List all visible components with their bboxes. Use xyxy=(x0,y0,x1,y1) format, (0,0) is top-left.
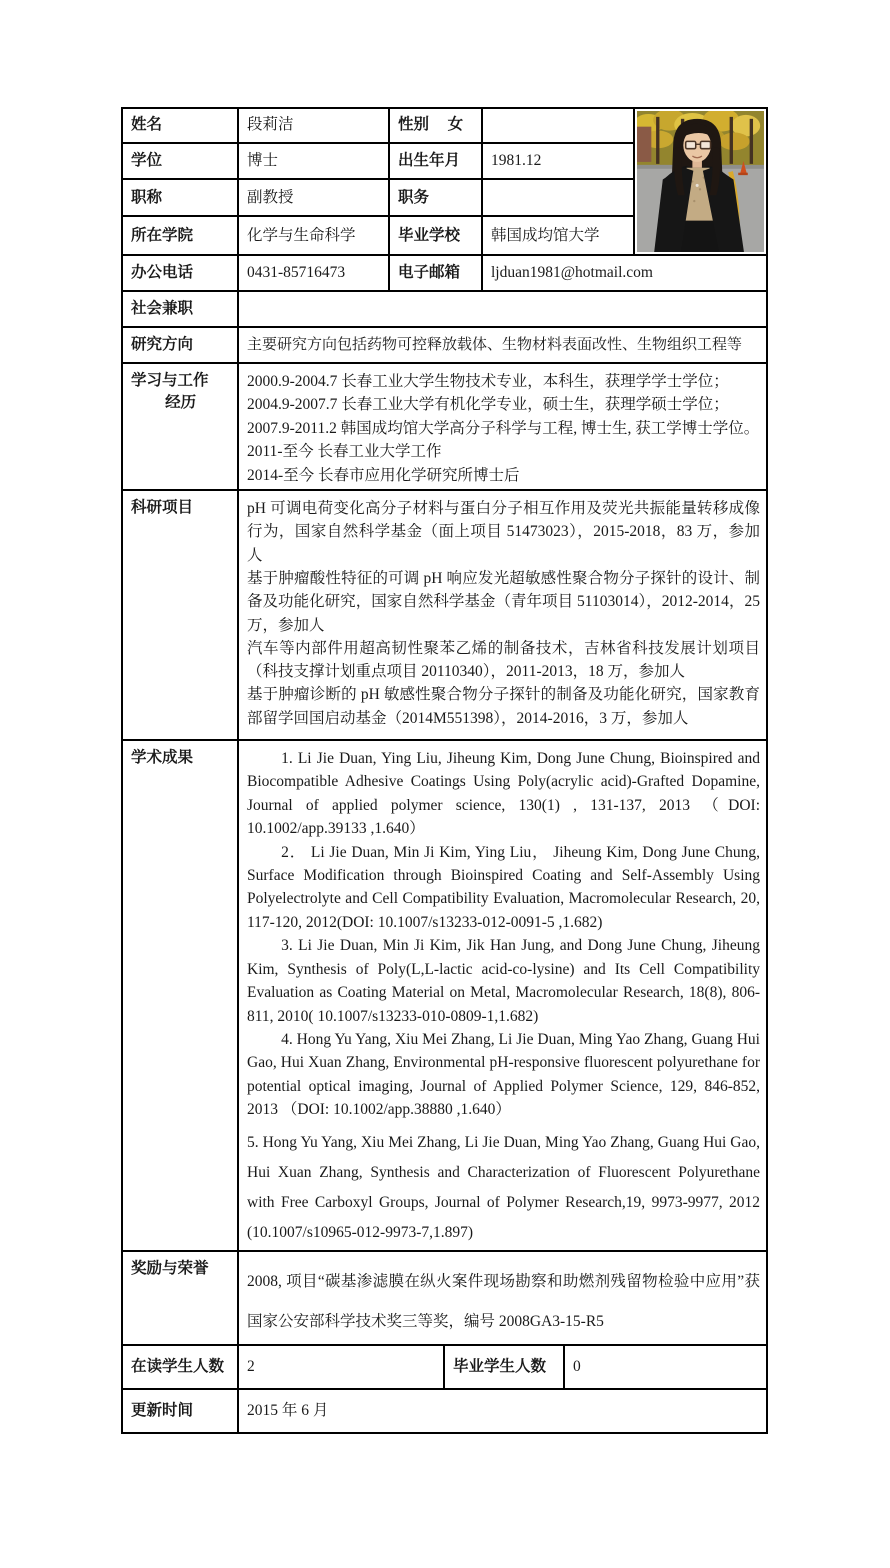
row-awards xyxy=(122,1251,767,1345)
experience-line: 2011-至今 长春工业大学工作 xyxy=(247,443,442,461)
title-value: 副教授 xyxy=(238,179,389,216)
profile-photo xyxy=(634,108,767,255)
row-social xyxy=(122,291,767,327)
experience-label-line2: 经历 xyxy=(165,393,197,411)
experience-line: 2007.9-2011.2 韩国成均馆大学高分子科学与工程, 博士生, 获工学博士学位。 xyxy=(247,419,760,437)
research-direction-text: 主要研究方向包括药物可控释放载体、生物材料表面改性、生物组织工程等 xyxy=(247,336,743,353)
tree-trunk xyxy=(750,119,753,164)
phone-label: 办公电话 xyxy=(122,255,238,291)
graduated-students-label: 毕业学生人数 xyxy=(444,1345,564,1389)
row-projects xyxy=(122,490,767,740)
social-label: 社会兼职 xyxy=(122,291,238,327)
publication-item: 4. Hong Yu Yang, Xiu Mei Zhang, Li Jie Duan, Ming Yao Zhang, Guang Hui Gao, Hui Xuan Zhang, Environmental pH-responsive fluorescent polyurethane for potential optical imaging, Journal of Applied Polymer Science, 129, 846-852, 2013 （DOI: 10.1002/app.38880 ,1.640） xyxy=(247,1030,760,1119)
experience-line: 2014-至今 长春市应用化学研究所博士后 xyxy=(247,466,520,484)
email-value: ljduan1981@hotmail.com xyxy=(482,255,767,291)
experience-label xyxy=(122,363,238,490)
gender-label: 性别 xyxy=(398,116,430,134)
profile-table xyxy=(121,107,768,1434)
school-value: 韩国成均馆大学 xyxy=(482,216,634,255)
current-students-value: 2 xyxy=(238,1345,444,1389)
awards-value xyxy=(238,1251,767,1345)
gender-extra-cell xyxy=(482,108,634,143)
gender-cell xyxy=(389,108,482,143)
projects-value xyxy=(238,490,767,740)
row-students xyxy=(122,1345,767,1389)
row-research-direction xyxy=(122,327,767,363)
project-item: 基于肿瘤酸性特征的可调 pH 响应发光超敏感性聚合物分子探针的设计、制备及功能化研究，国家自然科学基金（青年项目 51103014），2012-2014，25 万，参加人 xyxy=(247,569,760,634)
building xyxy=(637,127,651,162)
tree-trunk xyxy=(656,117,659,164)
awards-text: 2008, 项目“碳基渗滤膜在纵火案件现场勘察和助燃剂残留物检验中应用”获国家公安部科学技术奖三等奖，编号 2008GA3-15-R5 xyxy=(247,1272,760,1330)
row-name-gender xyxy=(122,108,767,143)
awards-label: 奖励与荣誉 xyxy=(122,1251,238,1345)
publication-item: 2． Li Jie Duan, Min Ji Kim, Ying Liu， Jiheung Kim, Dong June Chung, Surface Modification through Bioinspired Coating and Self-Assembly Using Polyelectrolyte and Cell Compatibility Evaluation, Macromolecular Research, 20, 117-120, 2012(DOI: 10.1007/s13233-012-0091-5 ,1.682) xyxy=(247,843,760,931)
publication-item: 1. Li Jie Duan, Ying Liu, Jiheung Kim, Dong June Chung, Bioinspired and Biocompatible Adhesive Coatings Using Poly(acrylic acid)-Grafted Dopamine, Journal of applied polymer science, 130(1) , 131-137, 2013 （DOI: 10.1002/app.39133 ,1.640） xyxy=(247,750,760,838)
experience-label-line1: 学习与工作 xyxy=(131,372,209,389)
birth-value: 1981.12 xyxy=(482,143,634,180)
project-item: 基于肿瘤诊断的 pH 敏感性聚合物分子探针的制备及功能化研究，国家教育部留学回国启动基金（2014M551398），2014-2016，3 万，参加人 xyxy=(247,686,760,727)
position-label: 职务 xyxy=(389,179,482,216)
birth-label: 出生年月 xyxy=(389,143,482,180)
college-label: 所在学院 xyxy=(122,216,238,255)
row-phone-email xyxy=(122,255,767,291)
phone-value: 0431-85716473 xyxy=(238,255,389,291)
publications-value xyxy=(238,740,767,1251)
projects-label: 科研项目 xyxy=(122,490,238,740)
updated-label: 更新时间 xyxy=(122,1389,238,1433)
current-students-label: 在读学生人数 xyxy=(122,1345,238,1389)
graduated-students-value: 0 xyxy=(564,1345,767,1389)
experience-line: 2000.9-2004.7 长春工业大学生物技术专业，本科生，获理学学士学位； xyxy=(247,373,729,390)
experience-value xyxy=(238,363,767,490)
social-value xyxy=(238,291,767,327)
experience-line: 2004.9-2007.7 长春工业大学有机化学专业，硕士生，获理学硕士学位； xyxy=(247,396,729,414)
publication-item: 5. Hong Yu Yang, Xiu Mei Zhang, Li Jie Duan, Ming Yao Zhang, Guang Hui Gao, Hui Xuan Zhang, Synthesis and Characterization of Fluorescent Polyurethane with Free Carboxyl Groups, Journal of Polymer Research,19, 9973-9977, 2012 (10.1007/s10965-012-9973-7,1.897) xyxy=(247,1133,760,1241)
project-item: pH 可调电荷变化高分子材料与蛋白分子相互作用及荧光共振能量转移成像行为，国家自然科学基金（面上项目 51473023），2015-2018，83 万，参加人 xyxy=(247,500,760,564)
pendant xyxy=(696,184,699,187)
publication-item: 3. Li Jie Duan, Min Ji Kim, Jik Han Jung, and Dong June Chung, Jiheung Kim, Synthesis of Poly(L,L-lactic acid-co-lysine) and Its Cell Compatibility Evaluation as Coating Material on Metal, Macromolecular Research, 18(8), 806-811, 2010( 10.1007/s13233-010-0809-1,1.682) xyxy=(247,937,760,1025)
position-value xyxy=(482,179,634,216)
degree-label: 学位 xyxy=(122,143,238,180)
project-item: 汽车等内部件用超高韧性聚苯乙烯的制备技术，吉林省科技发展计划项目（科技支撑计划重点项目 20110340），2011-2013，18 万，参加人 xyxy=(247,639,760,681)
profile-photo-image xyxy=(637,111,764,252)
gender-value: 女 xyxy=(447,116,464,134)
research-direction-value xyxy=(238,327,767,363)
name-value: 段莉洁 xyxy=(238,108,389,143)
college-value: 化学与生命科学 xyxy=(238,216,389,255)
tree-trunk xyxy=(730,117,733,164)
glasses xyxy=(686,141,696,148)
name-label: 姓名 xyxy=(122,108,238,143)
updated-value: 2015 年 6 月 xyxy=(238,1389,767,1433)
research-direction-label: 研究方向 xyxy=(122,327,238,363)
row-experience xyxy=(122,363,767,490)
email-label: 电子邮箱 xyxy=(389,255,482,291)
row-publications xyxy=(122,740,767,1251)
publications-label: 学术成果 xyxy=(122,740,238,1251)
degree-value: 博士 xyxy=(238,143,389,180)
row-updated xyxy=(122,1389,767,1433)
title-label: 职称 xyxy=(122,179,238,216)
school-label: 毕业学校 xyxy=(389,216,482,255)
